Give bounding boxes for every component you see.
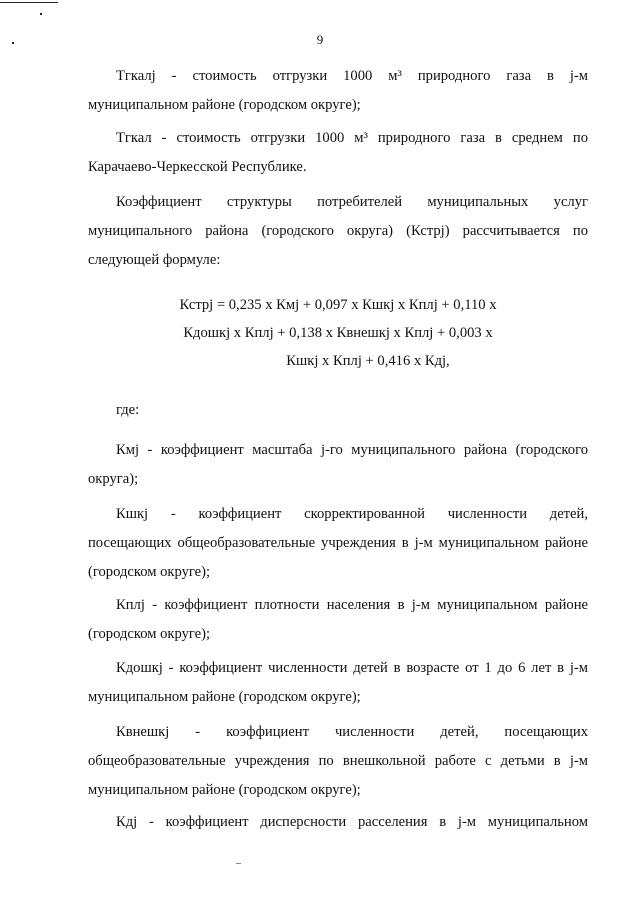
text-line: общеобразовательные учреждения по внешкольной работе с детьми в j-м: [88, 753, 588, 769]
formula-line: Кшкj x Кплj + 0,416 x Кдj,: [286, 353, 450, 369]
text-line: Тгкалj - стоимость отгрузки 1000 м³ природного газа в j-м: [116, 68, 588, 84]
paragraph-kstrj-definition: [88, 188, 588, 275]
text-line: Кмj - коэффициент масштаба j-го муниципального района (городского: [116, 442, 588, 458]
text-line: Карачаево-Черкесской Республике.: [88, 159, 307, 175]
formula-line: Кстрj = 0,235 x Кмj + 0,097 x Кшкj x Кплj + 0,110 x: [179, 297, 497, 313]
text-line: муниципальном районе (городском округе);: [88, 97, 361, 113]
paragraph-kshkj: [88, 500, 588, 587]
text-line: где:: [116, 402, 140, 418]
paragraph-tgkal: [88, 124, 588, 182]
text-line: Квнешкj - коэффициент численности детей, посещающих: [116, 724, 588, 740]
text-line: (городском округе);: [88, 564, 211, 580]
text-line: Кплj - коэффициент плотности населения в j-м муниципальном районе: [116, 597, 588, 613]
text-line: Кдj - коэффициент дисперсности расселения в j-м муниципальном: [116, 814, 588, 830]
scan-mark-line: [0, 2, 58, 3]
text-line: округа);: [88, 471, 139, 487]
paragraph-kmj: [88, 436, 588, 494]
paragraph-kvneshkj: [88, 718, 588, 805]
text-line: муниципальном районе (городском округе);: [88, 782, 361, 798]
text-line: Кдошкj - коэффициент численности детей в возрасте от 1 до 6 лет в j-м: [116, 660, 588, 676]
text-line: муниципального района (городского округа) (Кстрj) рассчитывается по: [88, 223, 588, 239]
paragraph-kdj: [88, 808, 588, 837]
text-line: муниципальном районе (городском округе);: [88, 689, 361, 705]
paragraph-kdoshkj: [88, 654, 588, 712]
text-line: Тгкал - стоимость отгрузки 1000 м³ природного газа в среднем по: [116, 130, 588, 146]
text-line: Коэффициент структуры потребителей муниципальных услуг: [116, 194, 588, 210]
scan-mark-dot: [40, 13, 42, 15]
where-label: [88, 396, 588, 425]
formula-line: Кдошкj x Кплj + 0,138 x Квнешкj x Кплj + 0,003 x: [183, 325, 493, 341]
paragraph-tgkalj: [88, 62, 588, 120]
text-line: Кшкj - коэффициент скорректированной численности детей,: [116, 506, 588, 522]
scan-mark-dash: [236, 863, 241, 864]
formula-block: [88, 291, 588, 375]
paragraph-kplj: [88, 591, 588, 649]
text-line: следующей формуле:: [88, 252, 221, 268]
text-line: (городском округе);: [88, 626, 211, 642]
page-number: 9: [316, 32, 324, 47]
text-line: посещающих общеобразовательные учреждения в j-м муниципальном районе: [88, 535, 588, 551]
